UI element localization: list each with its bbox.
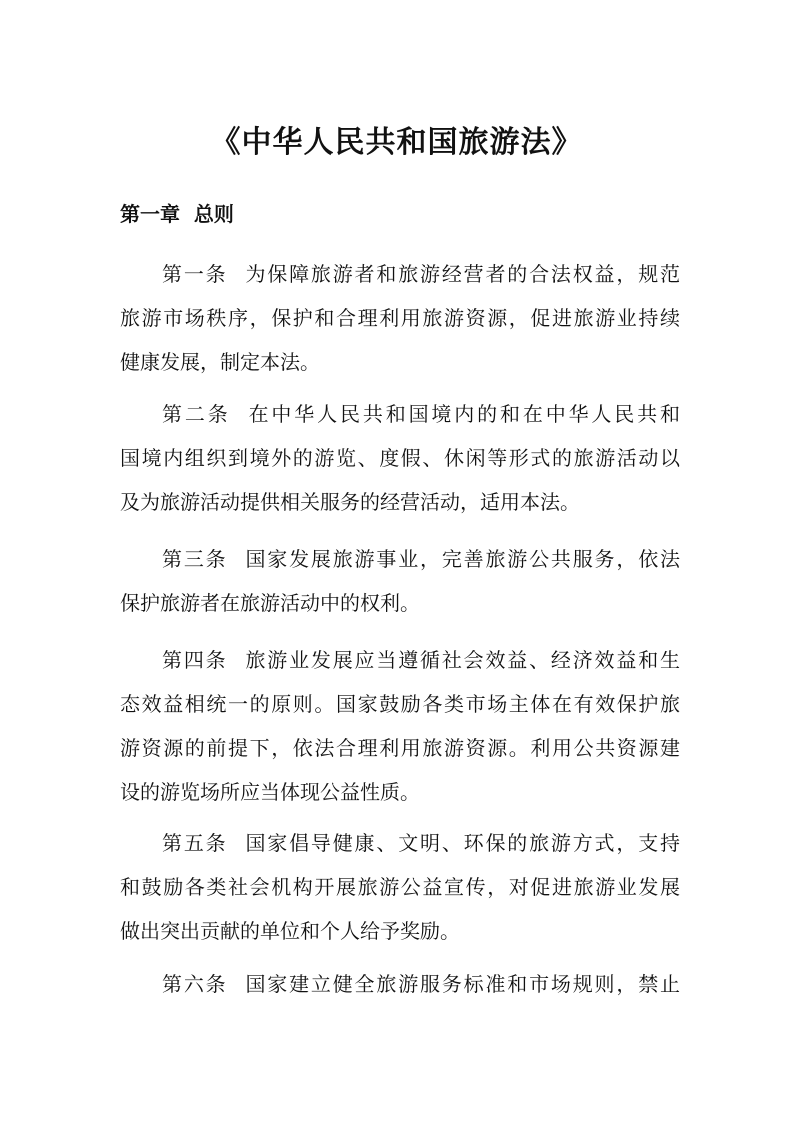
article-line: 及为旅游活动提供相关服务的经营活动，适用本法。 xyxy=(120,490,580,514)
article-label: 第一条 xyxy=(162,262,228,286)
article-line: 游资源的前提下，依法合理利用旅游资源。利用公共资源建 xyxy=(120,736,680,760)
document-title: 《中华人民共和国旅游法》 xyxy=(210,125,583,160)
article-line: 健康发展，制定本法。 xyxy=(120,350,320,374)
article-5 xyxy=(120,821,680,953)
article-text: 国家建立健全旅游服务标准和市场规则，禁止 xyxy=(245,972,681,996)
article-label: 第二条 xyxy=(162,402,231,426)
article-6 xyxy=(120,962,680,1006)
article-label: 第四条 xyxy=(162,648,228,672)
article-first-line xyxy=(120,821,680,865)
article-1 xyxy=(120,252,680,384)
article-line: 保护旅游者在旅游活动中的权利。 xyxy=(120,591,420,615)
article-first-line xyxy=(120,638,680,682)
article-first-line xyxy=(120,537,680,581)
article-text: 在中华人民共和国境内的和在中华人民共和 xyxy=(248,402,681,426)
article-line: 国境内组织到境外的游览、度假、休闲等形式的旅游活动以 xyxy=(120,446,680,470)
article-3 xyxy=(120,537,680,625)
article-text: 旅游业发展应当遵循社会效益、经济效益和生 xyxy=(245,648,681,672)
article-text: 为保障旅游者和旅游经营者的合法权益，规范 xyxy=(245,262,681,286)
article-line: 做出突出贡献的单位和个人给予奖励。 xyxy=(120,919,460,943)
article-text: 国家倡导健康、文明、环保的旅游方式，支持 xyxy=(245,831,681,855)
article-2 xyxy=(120,392,680,524)
article-label: 第六条 xyxy=(162,972,228,996)
article-label: 第五条 xyxy=(162,831,228,855)
article-line: 设的游览场所应当体现公益性质。 xyxy=(120,780,420,804)
article-first-line xyxy=(120,252,680,296)
article-first-line xyxy=(120,392,680,436)
article-first-line xyxy=(120,962,680,1006)
chapter-heading: 第一章 总则 xyxy=(120,202,234,226)
article-line: 和鼓励各类社会机构开展旅游公益宣传，对促进旅游业发展 xyxy=(120,875,680,899)
article-text: 国家发展旅游事业，完善旅游公共服务，依法 xyxy=(245,547,681,571)
article-line: 态效益相统一的原则。国家鼓励各类市场主体在有效保护旅 xyxy=(120,692,680,716)
article-label: 第三条 xyxy=(162,547,228,571)
article-4 xyxy=(120,638,680,814)
article-line: 旅游市场秩序，保护和合理利用旅游资源，促进旅游业持续 xyxy=(120,306,680,330)
